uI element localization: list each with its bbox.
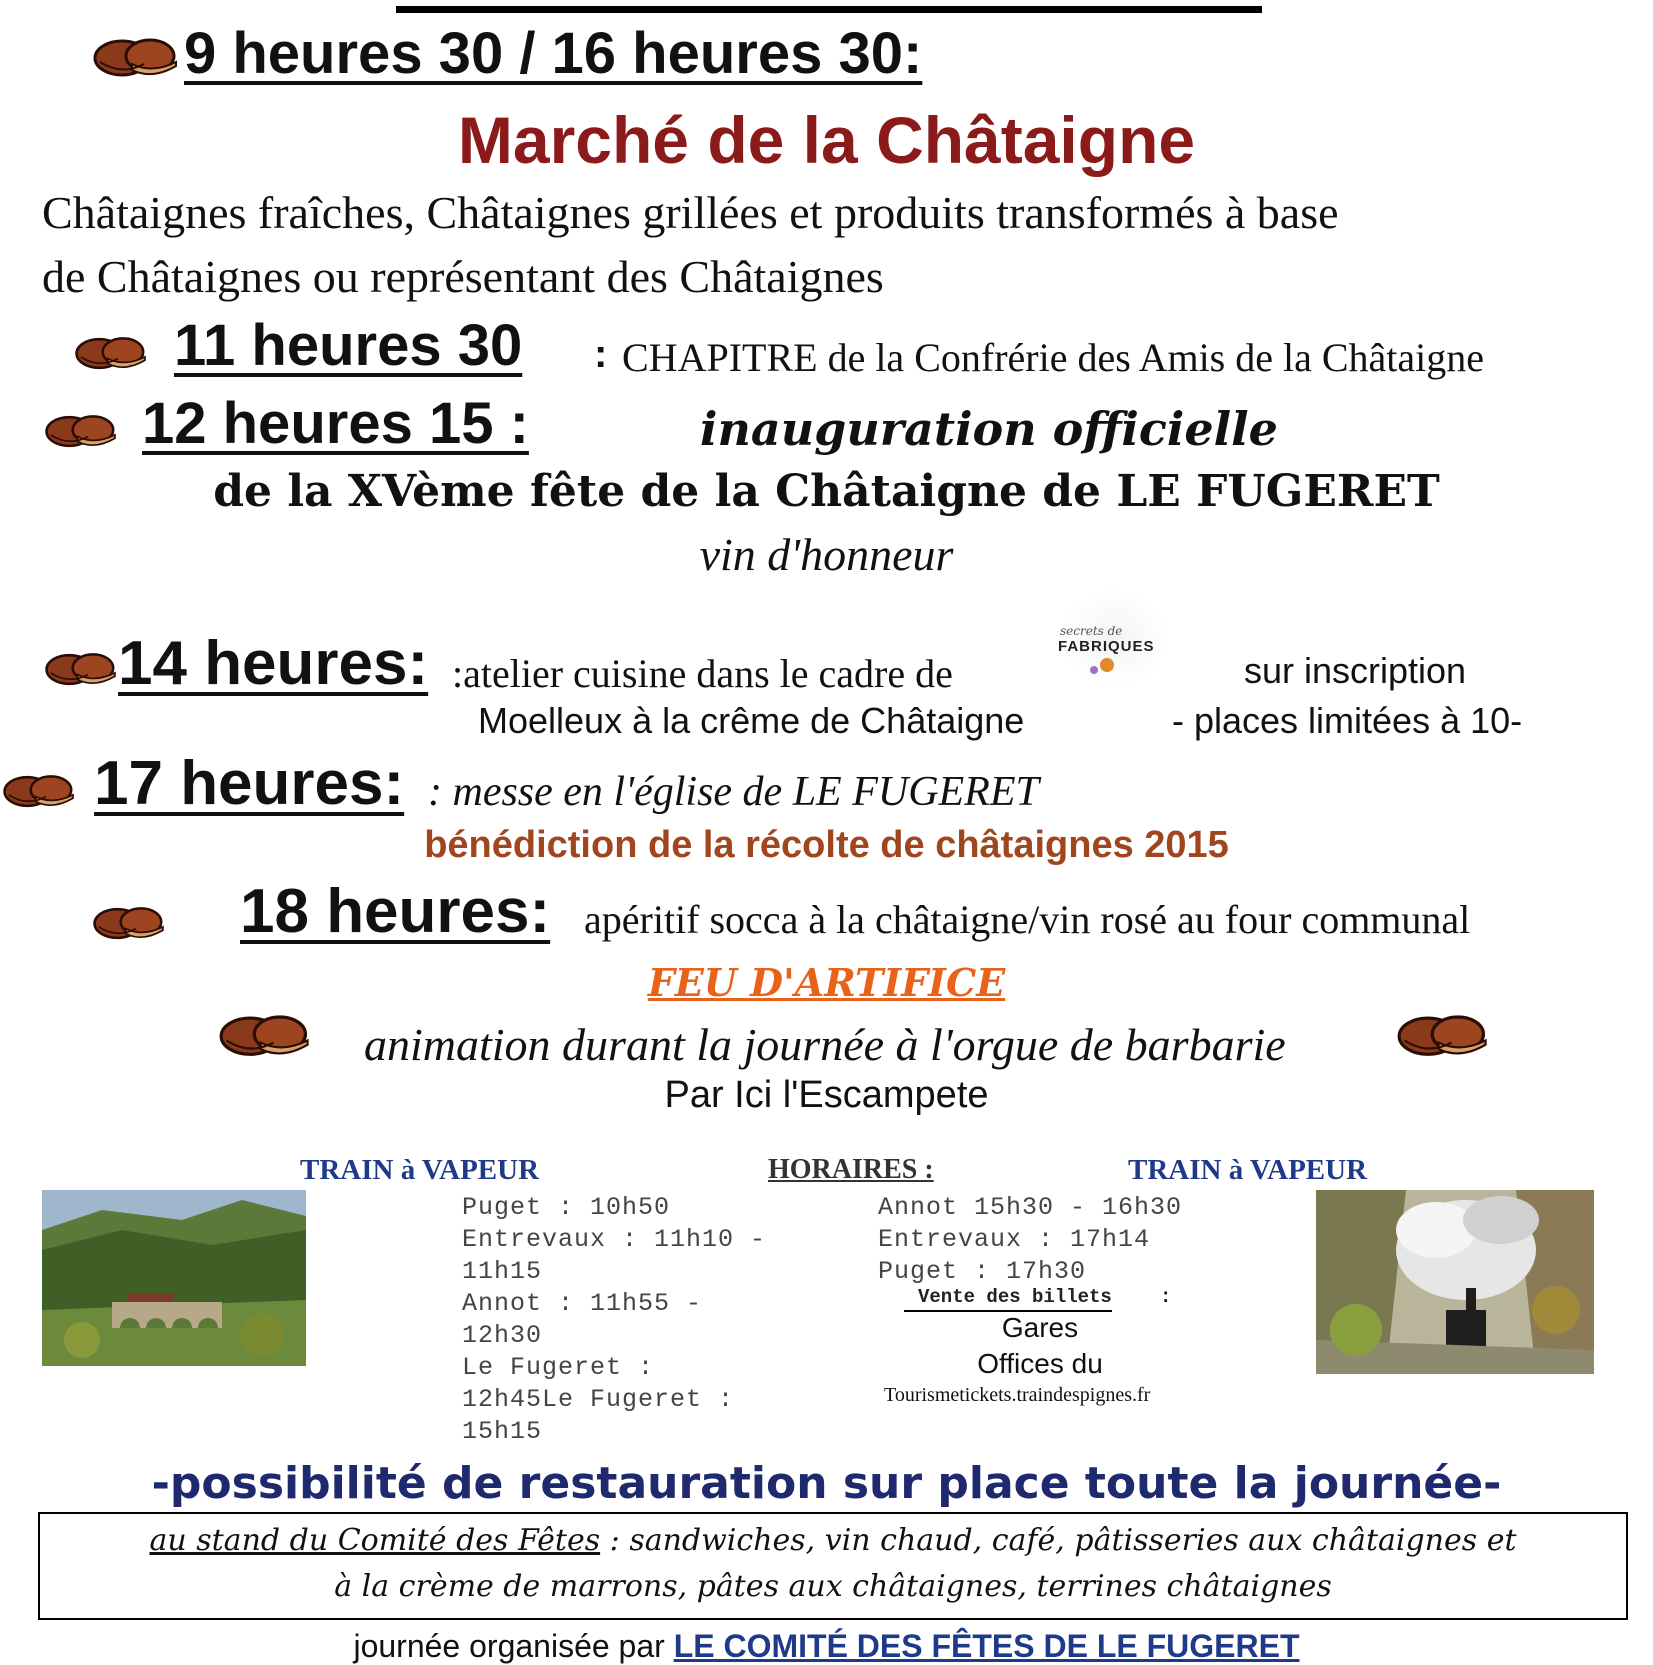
atelier-text: :atelier cuisine dans le cadre de	[452, 651, 953, 696]
time-1130: 11 heures 30	[174, 313, 523, 378]
fete-line: de la XVème fête de la Châtaigne de LE FUGERET	[213, 466, 1440, 517]
tickets-colon: :	[1160, 1286, 1172, 1308]
benediction-text: bénédiction de la récolte de châtaignes 2015	[424, 824, 1229, 866]
gear-icon	[1090, 666, 1098, 674]
market-title: Marché de la Châtaigne	[457, 103, 1196, 177]
logo-main-text: FABRIQUES	[1058, 638, 1155, 655]
chestnut-icon	[44, 642, 120, 692]
moelleux-text: Moelleux à la crême de Châtaigne	[478, 700, 1025, 741]
market-desc-line1: Châtaignes fraîches, Châtaignes grillées et produits transformés à base	[42, 187, 1339, 238]
logo-small-text: secrets de	[1060, 624, 1123, 638]
time-morning: 9 heures 30 / 16 heures 30:	[184, 21, 923, 86]
messe-text: : messe en l'église de LE FUGERET	[428, 769, 1039, 815]
steam-train-photo	[1316, 1190, 1594, 1374]
chestnut-icon	[92, 30, 182, 80]
time-14h: 14 heures:	[118, 629, 429, 698]
chestnut-icon	[92, 896, 168, 946]
stand-line-1	[40, 1518, 1626, 1563]
secrets-de-fabriques-logo	[1020, 586, 1200, 696]
colon: :	[594, 332, 608, 376]
gear-icon	[1100, 658, 1114, 672]
inscription-text: sur inscription	[1244, 650, 1467, 691]
stand-box	[38, 1512, 1628, 1620]
footer-line	[0, 1628, 1653, 1665]
outbound-line: Le Fugeret :	[462, 1353, 655, 1382]
stand-text-1: : sandwiches, vin chaud, café, pâtisseries aux châtaignes et	[609, 1523, 1517, 1558]
inauguration-text: inauguration officielle	[700, 402, 1278, 456]
chestnut-icon	[2, 764, 78, 814]
time-1215: 12 heures 15 :	[142, 391, 529, 456]
animation-text: animation durant la journée à l'orgue de barbarie	[364, 1019, 1286, 1070]
stand-line-2: à la crème de marrons, pâtes aux châtaignes, terrines châtaignes	[334, 1569, 1332, 1604]
outbound-line: Annot : 11h55 -	[462, 1289, 703, 1318]
chapitre-text: CHAPITRE de la Confrérie des Amis de la Châtaigne	[622, 335, 1485, 380]
train-title-left: TRAIN à VAPEUR	[300, 1154, 540, 1186]
footer-prefix: journée organisée par	[353, 1628, 665, 1664]
chestnut-icon	[74, 326, 150, 376]
market-desc-line2: de Châtaignes ou représentant des Châtaignes	[42, 251, 884, 302]
tickets-site: Tourismetickets.traindespignes.fr	[884, 1384, 1151, 1406]
places-text: - places limitées à 10-	[1172, 700, 1523, 741]
chestnut-icon	[44, 404, 120, 454]
train-viaduct-photo	[42, 1190, 306, 1366]
outbound-line: 12h45Le Fugeret :	[462, 1385, 735, 1414]
return-line: Annot 15h30 - 16h30	[878, 1193, 1183, 1222]
fireworks-text: FEU D'ARTIFICE	[647, 960, 1006, 1005]
escampete-text: Par Ici l'Escampete	[664, 1074, 989, 1116]
outbound-schedule	[462, 1192, 766, 1448]
return-line: Puget : 17h30	[878, 1257, 1087, 1286]
vin-honneur: vin d'honneur	[699, 529, 954, 580]
return-line: Entrevaux : 17h14	[878, 1225, 1151, 1254]
top-rule	[396, 6, 1262, 13]
footer-org: LE COMITÉ DES FÊTES DE LE FUGERET	[673, 1628, 1300, 1664]
train-title-right: TRAIN à VAPEUR	[1128, 1154, 1368, 1186]
outbound-line: 11h15	[462, 1257, 543, 1286]
outbound-line: 15h15	[462, 1417, 543, 1446]
tickets-offices: Offices du	[977, 1348, 1103, 1379]
outbound-line: Puget : 10h50	[462, 1193, 671, 1222]
chestnut-icon	[218, 1006, 314, 1060]
return-schedule	[878, 1192, 1182, 1288]
horaires-title: HORAIRES :	[768, 1154, 934, 1185]
restauration-text: -possibilité de restauration sur place toute la journée-	[151, 1458, 1502, 1509]
tickets-label: Vente des billets	[904, 1286, 1112, 1312]
stand-label: au stand du Comité des Fêtes	[149, 1523, 601, 1558]
aperitif-text: apéritif socca à la châtaigne/vin rosé au four communal	[584, 897, 1471, 942]
outbound-line: 12h30	[462, 1321, 543, 1350]
time-17h: 17 heures:	[94, 749, 405, 818]
time-18h: 18 heures:	[240, 877, 551, 946]
chestnut-icon	[1396, 1006, 1492, 1060]
outbound-line: Entrevaux : 11h10 -	[462, 1225, 767, 1254]
tickets-gares: Gares	[1001, 1312, 1079, 1343]
